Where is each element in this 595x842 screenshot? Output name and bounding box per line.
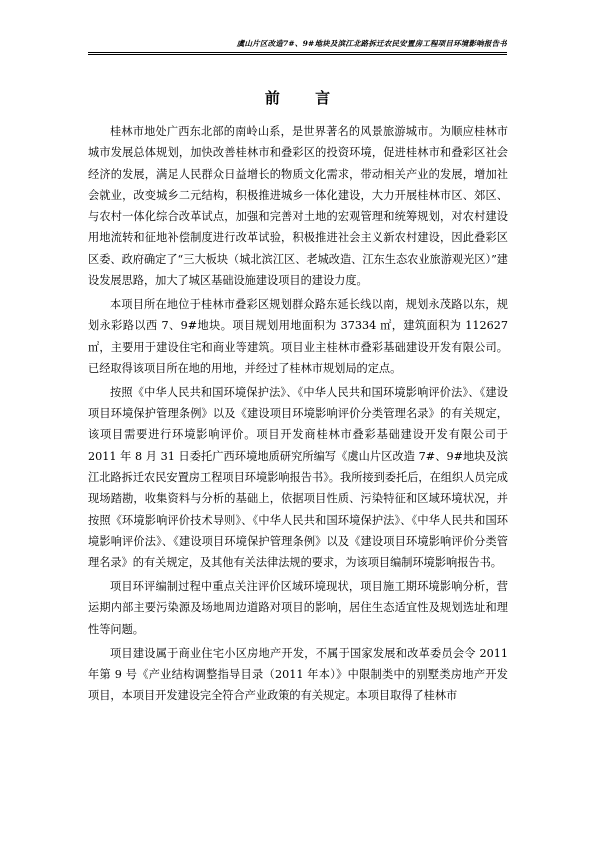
paragraph-2: 本项目所在地位于桂林市叠彩区规划群众路东延长线以南，规划永茂路以东，规划永彩路以西 7、9#地块。项目规划用地面积为 37334 ㎡，建筑面积为 112627 ㎡，主要用于建设住宅和商业等建筑。项目业主桂林市叠彩基础建设开发有限公司。已经取得该项目所在地的用地，并经过了桂林市规划局的定点。 bbox=[88, 297, 508, 375]
paragraph-5: 项目建设属于商业住宅小区房地产开发，不属于国家发展和改革委员会令 2011 年第 9 号《产业结构调整指导目录（2011 年本）》中限制类中的别墅类房地产开发项目，本项目开发建设完全符合产业政策的有关规定。本项目取得了桂林市 bbox=[88, 646, 508, 703]
header-rule bbox=[88, 52, 507, 53]
page-header: 虞山片区改造7#、9#地块及滨江北路拆迁农民安置房工程项目环境影响报告书 bbox=[236, 39, 507, 48]
paragraph-1: 桂林市地处广西东北部的南岭山系，是世界著名的风景旅游城市。为顺应桂林市城市发展总体规划，加快改善桂林市和叠彩区的投资环境，促进桂林市和叠彩区社会经济的发展，满足人民群众日益增长的物质文化需求，带动相关产业的发展，增加社会就业，改变城乡二元结构，积极推进城乡一体化建设，大力开展桂林市区、郊区、与农村一体化综合改革试点，加强和完善对土地的宏观管理和统筹规划，对农村建设用地流转和征地补偿制度进行改革试验，积极推进社会主义新农村建设，因此叠彩区区委、政府确定了“三大板块（城北滨江区、老城改造、江东生态农业旅游观光区）”建设发展思路，加大了城区基础设施建设项目的建设力度。 bbox=[88, 125, 508, 288]
header-rule-thin bbox=[88, 54, 507, 55]
paragraph-3: 按照《中华人民共和国环境保护法》、《中华人民共和国环境影响评价法》、《建设项目环境保护管理条例》以及《建设项目环境影响评价分类管理名录》的有关规定，该项目需要进行环境影响评价。项目开发商桂林市叠彩基础建设开发有限公司于 2011 年 8 月 31 日委托广西环境地质研究所编写《虞山片区改造 7#、9#地块及滨江北路拆迁农民安置房工程项目环境影响报告书》。我所接到委托后，在组织人员完成现场踏勘，收集资料与分析的基础上，依据项目性质、污染特征和区域环境状况，并按照《环境影响评价技术导则》、《中华人民共和国环境保护法》、《中华人民共和国环境影响评价法》、《建设项目环境保护管理条例》以及《建设项目环境影响评价分类管理名录》的有关规定，及其他有关法律法规的要求，为该项目编制环境影响报告书。 bbox=[88, 385, 508, 570]
page-title: 前 言 bbox=[264, 89, 346, 107]
body-text bbox=[88, 121, 508, 706]
paragraph-4: 项目环评编制过程中重点关注评价区域环境现状，项目施工期环境影响分析，营运期内部主要污染源及场地周边道路对项目的影响，居住生态适宜性及规划选址和理性等问题。 bbox=[88, 580, 508, 636]
